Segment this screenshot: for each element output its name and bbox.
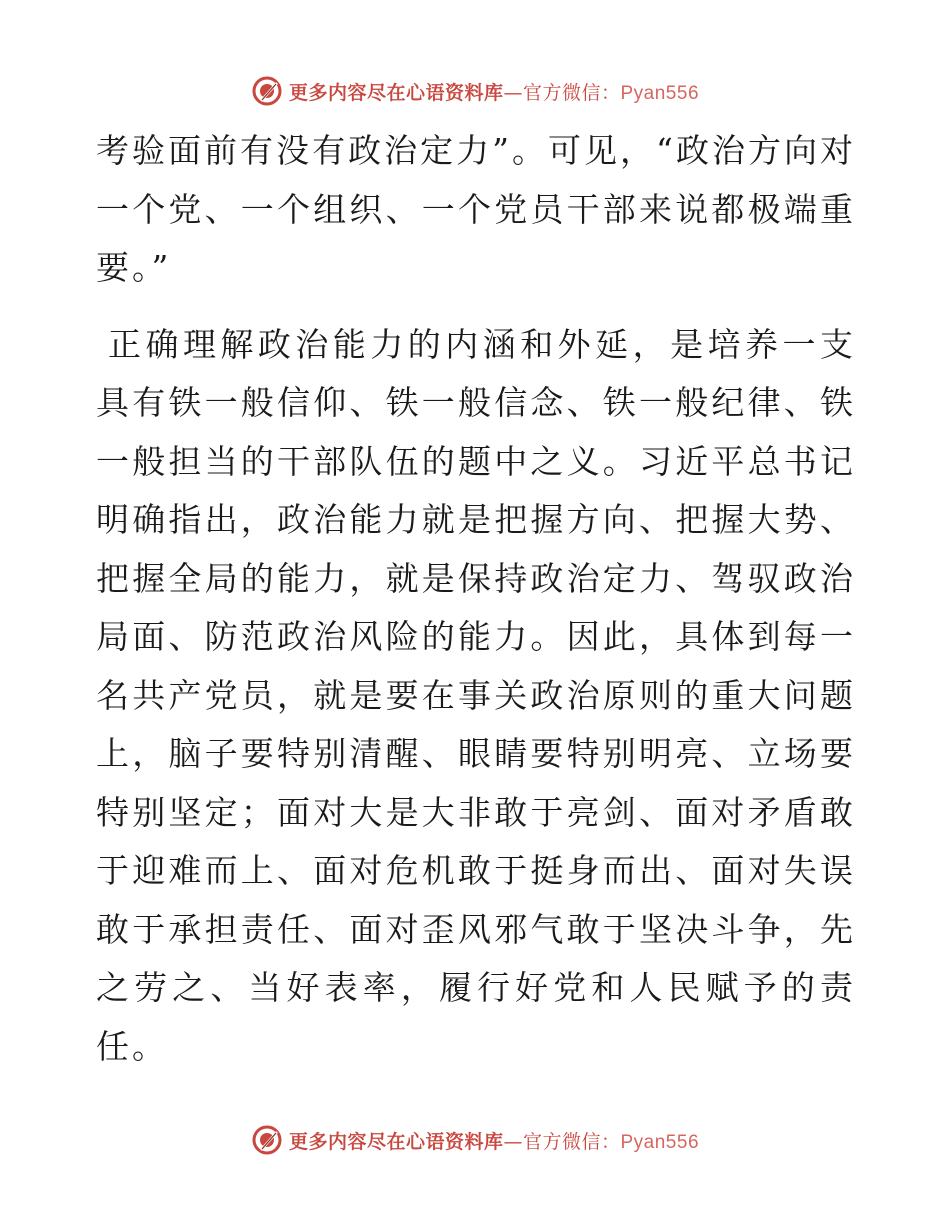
- watermark-account: Pyan556: [620, 1131, 700, 1153]
- watermark-text: [289, 1127, 699, 1154]
- footer-watermark: [0, 1120, 950, 1160]
- paragraph-2: 正确理解政治能力的内涵和外延，是培养一支具有铁一般信仰、铁一般信念、铁一般纪律、铁一般担当的干部队伍的题中之义。习近平总书记明确指出，政治能力就是把握方向、把握大势、把握全局的能力，就是保持政治定力、驾驭政治局面、防范政治风险的能力。因此，具体到每一名共产党员，就是要在事关政治原则的重大问题上，脑子要特别清醒、眼睛要特别明亮、立场要特别坚定；面对大是大非敢于亮剑、面对矛盾敢于迎难而上、面对危机敢于挺身而出、面对失误敢于承担责任、面对歪风邪气敢于坚决斗争，先之劳之、当好表率，履行好党和人民赋予的责任。: [96, 324, 856, 1066]
- watermark-main-text: 更多内容尽在心语资料库: [288, 1130, 504, 1153]
- watermark-sub-text: 官方微信：: [522, 1130, 621, 1153]
- watermark-dash: —: [503, 81, 523, 104]
- watermark-account: Pyan556: [620, 82, 700, 104]
- seal-logo-icon: [251, 1124, 283, 1156]
- document-body: [96, 122, 856, 1076]
- watermark-sub-text: 官方微信：: [522, 81, 621, 104]
- seal-logo-icon: [251, 75, 283, 107]
- watermark-dash: —: [503, 1130, 523, 1153]
- watermark-text: [289, 78, 699, 105]
- paragraph-1: 考验面前有没有政治定力”。可见，“政治方向对一个党、一个组织、一个党员干部来说都极端重要。”: [96, 131, 856, 287]
- header-watermark: [0, 71, 950, 111]
- watermark-main-text: 更多内容尽在心语资料库: [288, 81, 504, 104]
